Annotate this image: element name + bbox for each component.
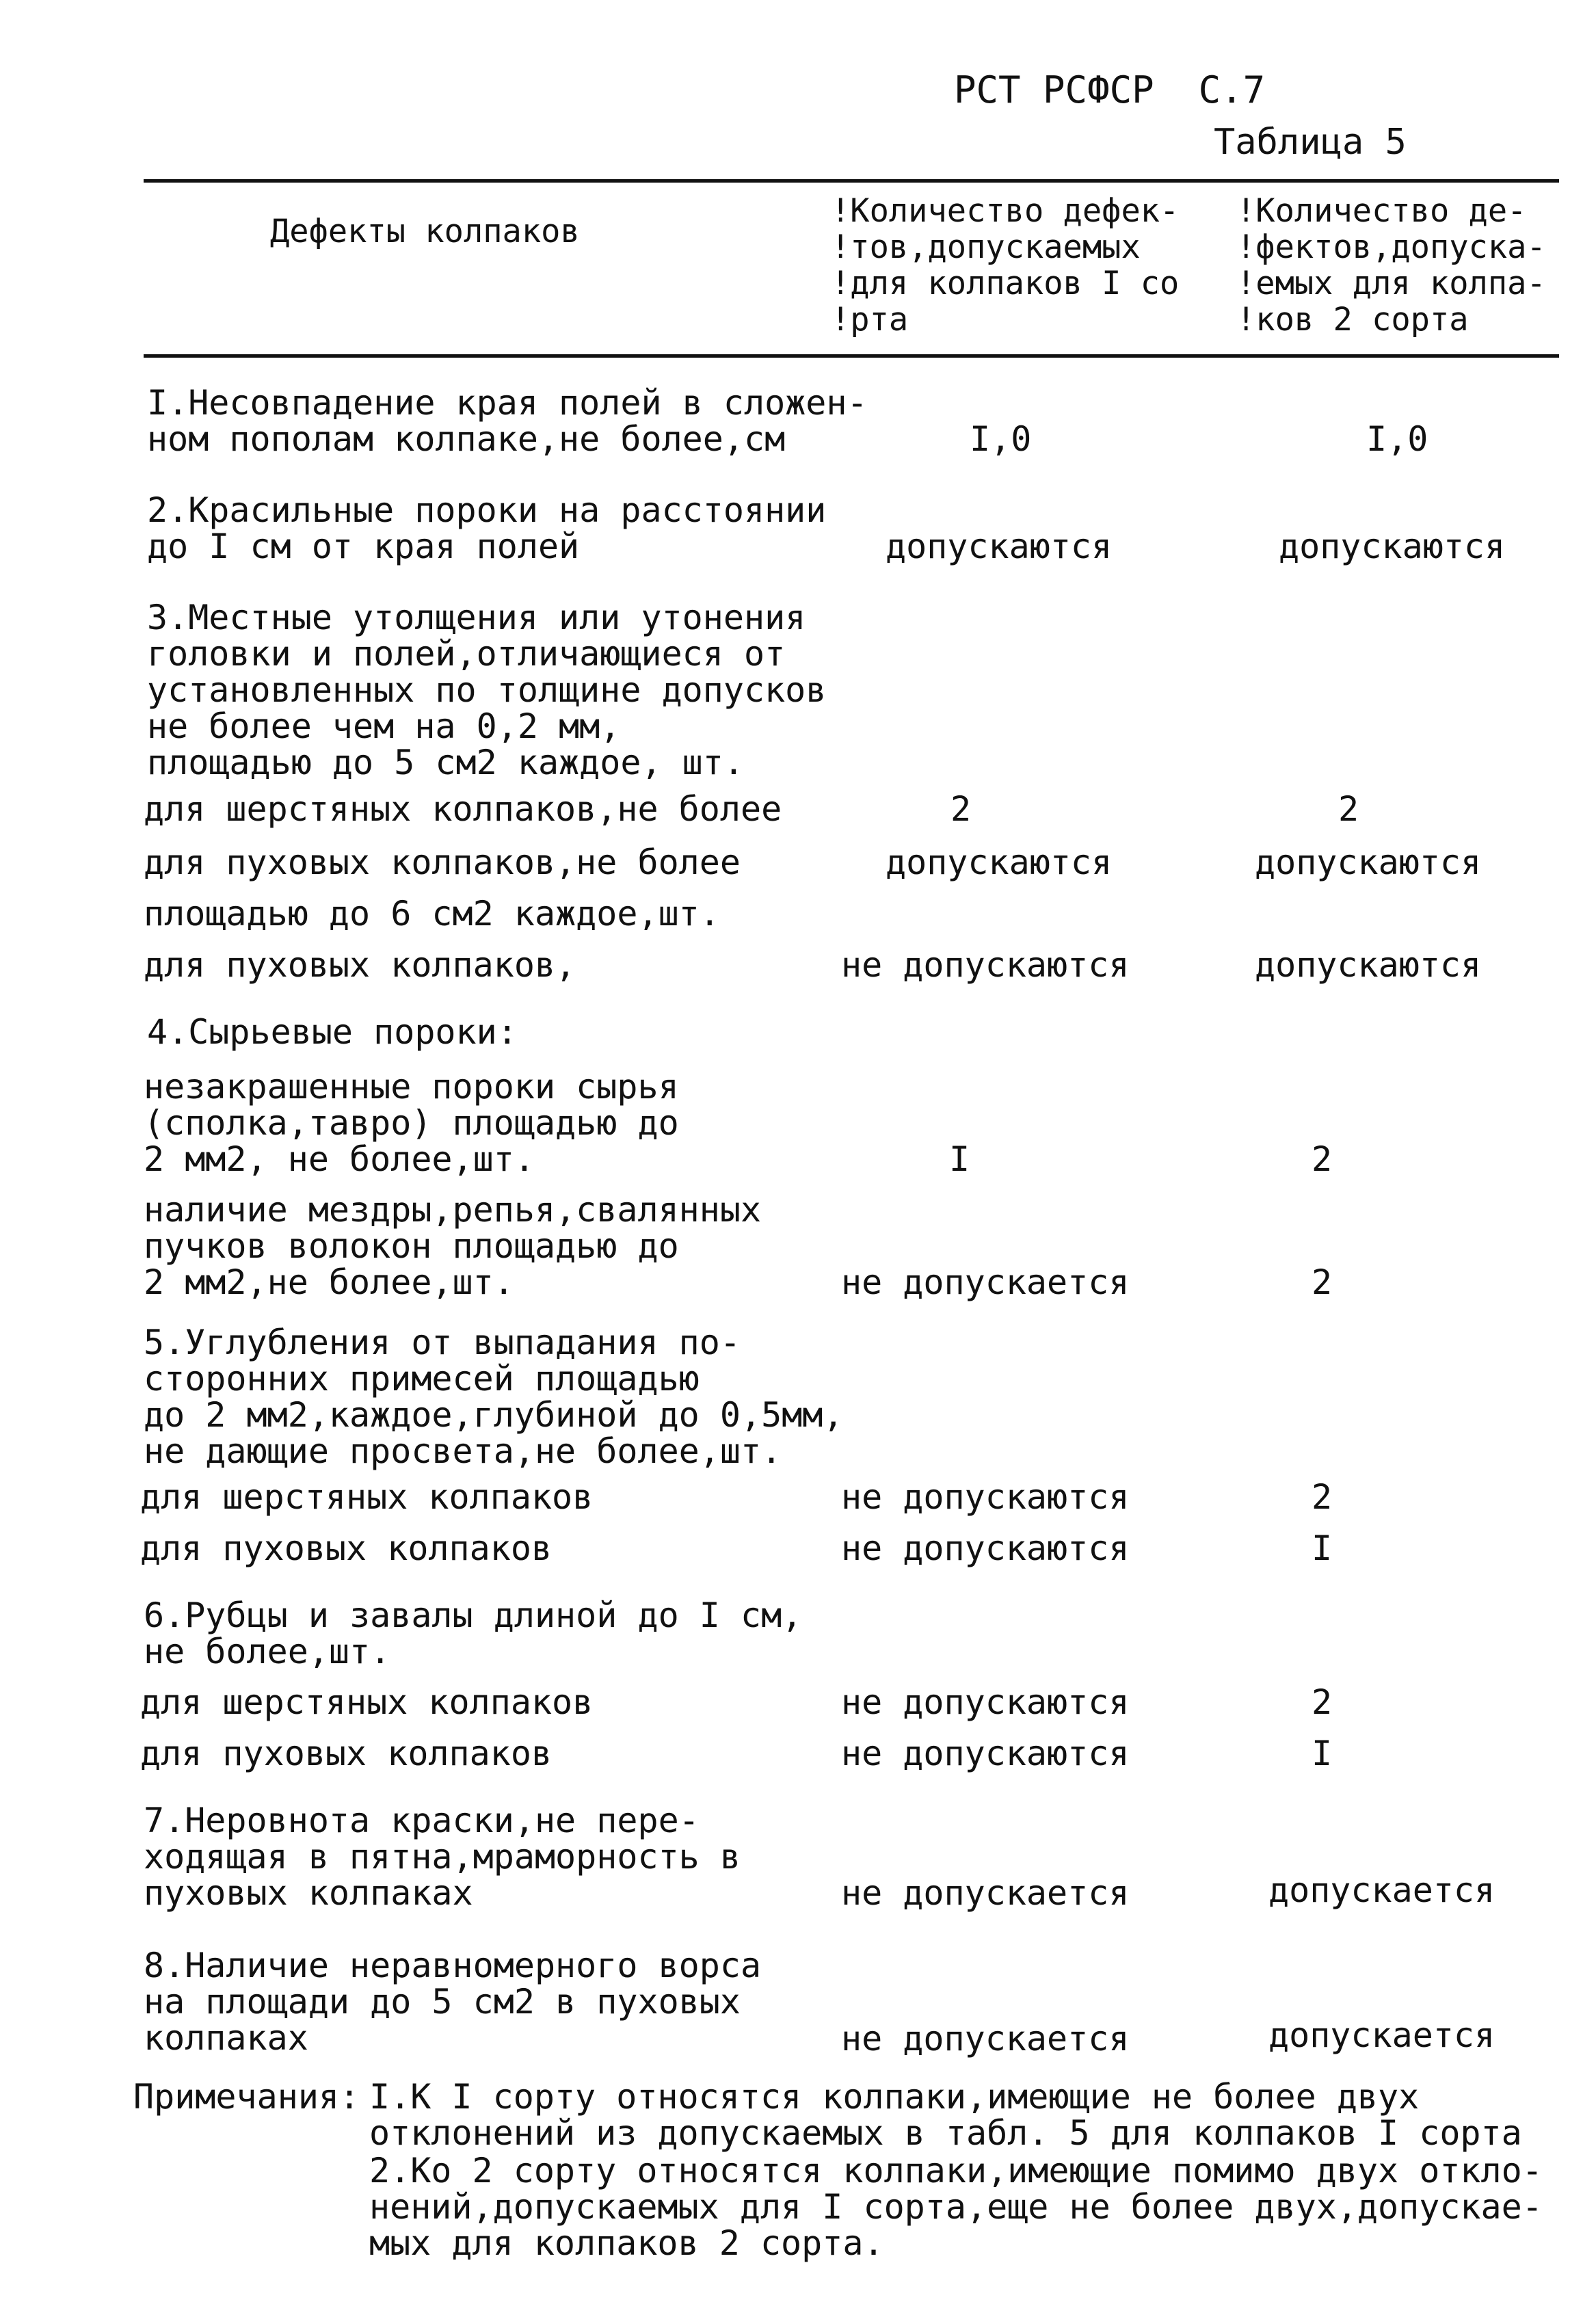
- second-grade-value: 2: [1312, 1477, 1333, 1517]
- defect-text: 8.Наличие неравномерного ворса на площади до 5 см2 в пуховых колпаках: [144, 1946, 762, 2058]
- column-header-first-grade: !Количество дефек- !тов,допускаемых !для колпаков I со !рта: [831, 192, 1180, 339]
- second-grade-value: допускаются: [1255, 945, 1482, 985]
- second-grade-value: допускаются: [1279, 527, 1506, 566]
- first-grade-value: не допускаются: [841, 1477, 1130, 1517]
- first-grade-value: не допускается: [841, 1873, 1130, 1913]
- second-grade-value: допускаются: [1255, 843, 1482, 882]
- defect-text: 2.Красильные пороки на расстоянии до I см от края полей: [147, 490, 827, 566]
- column-header-second-grade: !Количество де- !фектов,допуска- !емых для колпа- !ков 2 сорта: [1236, 192, 1546, 339]
- standard-designation: РСТ РСФСР С.7: [954, 68, 1266, 111]
- first-grade-value: I: [949, 1139, 970, 1179]
- table-top-rule: [144, 179, 1559, 183]
- first-grade-value: не допускаются: [841, 1734, 1130, 1773]
- defect-text: для шерстяных колпаков: [140, 1682, 594, 1722]
- defect-text: 6.Рубцы и завалы длиной до I см, не более,шт.: [144, 1596, 803, 1671]
- defect-text: наличие мездры,репья,свалянных пучков волокон площадью до 2 мм2,не более,шт.: [144, 1190, 762, 1302]
- second-grade-value: 2: [1312, 1262, 1333, 1302]
- defect-text: 5.Углубления от выпадания по- сторонних примесей площадью до 2 мм2,каждое,глубиной до 0,5мм, не дающие просвета,не более,шт.: [144, 1323, 844, 1471]
- defect-text: площадью до 6 см2 каждое,шт.: [144, 894, 720, 934]
- defect-text: для шерстяных колпаков: [140, 1477, 594, 1517]
- note-1: I.К I сорту относятся колпаки,имеющие не более двух отклонений из допускаемых в табл. 5 для колпаков I сорта: [369, 2077, 1522, 2153]
- defect-text: 3.Местные утолщения или утонения головки и полей,отличающиеся от установленных по толщине допусков не более чем на 0,2 мм, площадью до 5 см2 каждое, шт.: [147, 598, 827, 782]
- first-grade-value: 2: [950, 789, 972, 829]
- defect-text: для шерстяных колпаков,не более: [144, 789, 782, 829]
- first-grade-value: не допускаются: [841, 1528, 1130, 1568]
- table-label: Таблица 5: [1214, 122, 1407, 163]
- defect-text: для пуховых колпаков,не более: [144, 843, 741, 882]
- second-grade-value: I: [1312, 1528, 1333, 1568]
- second-grade-value: 2: [1338, 789, 1359, 829]
- defect-text: для пуховых колпаков: [140, 1734, 553, 1773]
- first-grade-value: не допускается: [841, 2019, 1130, 2058]
- defect-text: 7.Неровнота краски,не пере- ходящая в пятна,мраморность в пуховых колпаках: [144, 1801, 741, 1913]
- defect-text: для пуховых колпаков: [140, 1528, 553, 1568]
- table-header-rule: [144, 354, 1559, 358]
- second-grade-value: допускается: [1268, 2015, 1495, 2055]
- notes-label: Примечания:: [133, 2077, 360, 2117]
- second-grade-value: допускается: [1268, 1870, 1495, 1910]
- defect-text: незакрашенные пороки сырья (сполка,тавро) площадью до 2 мм2, не более,шт.: [144, 1067, 679, 1179]
- second-grade-value: 2: [1312, 1682, 1333, 1722]
- note-2: 2.Ко 2 сорту относятся колпаки,имеющие помимо двух откло- нений,допускаемых для I сорта,еще не более двух,допускае- мых для колпаков 2 сорта.: [369, 2151, 1543, 2263]
- second-grade-value: I: [1312, 1734, 1333, 1773]
- first-grade-value: I,0: [970, 419, 1032, 459]
- column-header-defects: Дефекты колпаков: [270, 213, 580, 250]
- second-grade-value: I,0: [1366, 419, 1428, 459]
- first-grade-value: допускаются: [886, 527, 1113, 566]
- first-grade-value: допускаются: [886, 843, 1113, 882]
- defect-text: I.Несовпадение края полей в сложен- ном пополам колпаке,не более,см: [147, 383, 868, 459]
- first-grade-value: не допускается: [841, 1262, 1130, 1302]
- defect-text: для пуховых колпаков,: [144, 945, 576, 985]
- defect-text: 4.Сырьевые пороки:: [147, 1012, 518, 1052]
- first-grade-value: не допускаются: [841, 1682, 1130, 1722]
- second-grade-value: 2: [1312, 1139, 1333, 1179]
- first-grade-value: не допускаются: [841, 945, 1130, 985]
